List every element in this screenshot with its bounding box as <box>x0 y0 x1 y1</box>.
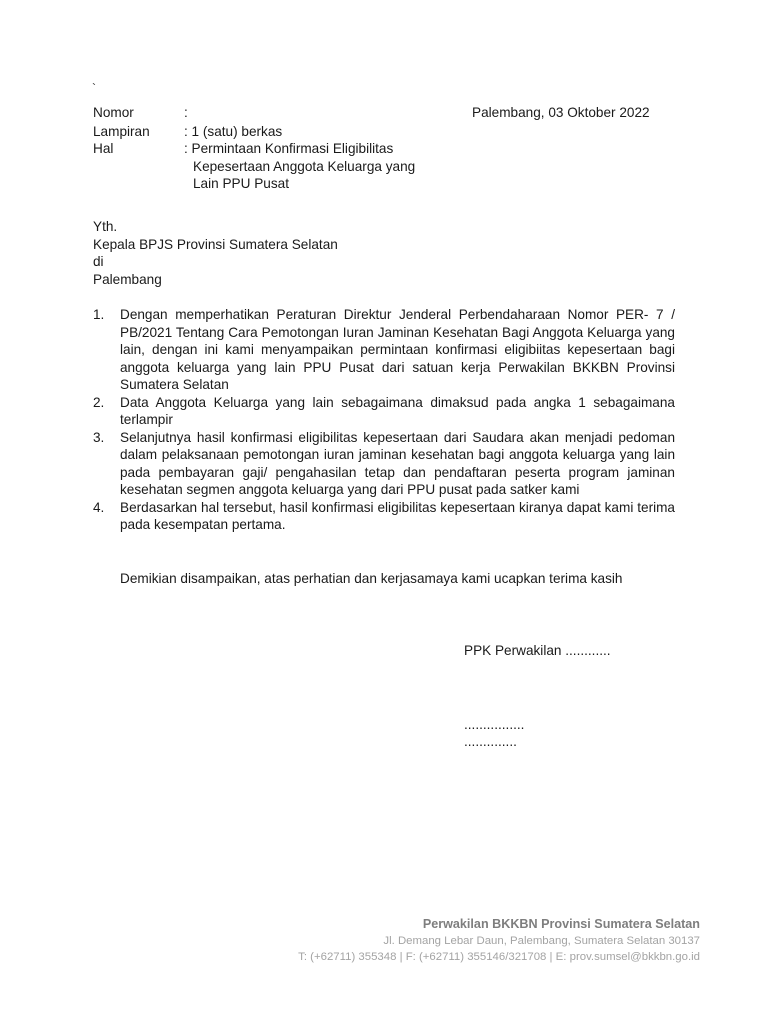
lampiran-label: Lampiran <box>93 124 150 139</box>
nomor-colon: : <box>184 105 188 120</box>
signature-title: PPK Perwakilan ............ <box>464 643 611 658</box>
footer-organization: Perwakilan BKKBN Provinsi Sumatera Selatan <box>422 917 700 931</box>
signature-block <box>464 642 611 751</box>
footer-contact: T: (+62711) 355348 | F: (+62711) 355146/321708 | E: prov.sumsel@bkkbn.go.id <box>298 951 700 963</box>
hal-line-2: Kepesertaan Anggota Keluarga yang <box>193 159 416 174</box>
point-number: 1. <box>93 307 105 322</box>
point-3 <box>93 429 675 499</box>
point-number: 3. <box>93 429 105 445</box>
point-text: Data Anggota Keluarga yang lain sebagaimana dimaksud pada angka 1 sebagaimana terlampir <box>120 394 675 427</box>
point-4 <box>93 499 675 534</box>
hal-label: Hal <box>93 141 114 156</box>
recipient-di: di <box>93 254 104 269</box>
point-text: Selanjutnya hasil konfirmasi eligibilitas kepesertaan dari Saudara akan menjadi pedoman dalam pelaksanaan pemotongan iuran jaminan kesehatan bagi anggota keluarga yang lain pada pembayaran gaji/ pengahasilan tetap dan pendaftaran peserta program jaminan kesehatan segmen anggota keluarga yang dari PPU pusat pada satker kami <box>120 429 675 497</box>
point-2 <box>93 394 675 429</box>
nomor-label: Nomor <box>93 105 134 120</box>
footer-address: Jl. Demang Lebar Daun, Palembang, Sumatera Selatan 30137 <box>383 935 700 947</box>
signature-nip-dots: .............. <box>464 734 517 749</box>
recipient-name: Kepala BPJS Provinsi Sumatera Selatan <box>93 236 338 252</box>
hal-line-3: Lain PPU Pusat <box>193 176 289 191</box>
point-number: 4. <box>93 499 105 515</box>
point-1 <box>93 306 675 394</box>
stray-mark: ` <box>92 81 96 95</box>
lampiran-value: : 1 (satu) berkas <box>184 124 283 139</box>
closing-sentence: Demikian disampaikan, atas perhatian dan kerjasamaya kami ucapkan terima kasih <box>120 571 623 586</box>
recipient-salutation: Yth. <box>93 219 118 234</box>
hal-line-1: : Permintaan Konfirmasi Eligibilitas <box>184 141 394 156</box>
recipient-block <box>93 218 338 288</box>
numbered-points <box>93 306 675 534</box>
letter-date: Palembang, 03 Oktober 2022 <box>472 105 650 120</box>
letterhead-footer <box>298 916 700 965</box>
point-text: Dengan memperhatikan Peraturan Direktur Jenderal Perbendaharaan Nomor PER- 7 / PB/2021 Tentang Cara Pemotongan Iuran Jaminan Kesehatan Bagi Anggota Keluarga yang lain, dengan ini kami menyampaikan permintaan konfirmasi eligibiitas kepesertaan bagi anggota keluarga yang lain PPU Pusat dari satuan kerja Perwakilan BKKBN Provinsi Sumatera Selatan <box>120 307 675 392</box>
recipient-city: Palembang <box>93 271 162 287</box>
signature-name-dots: ................ <box>464 716 525 732</box>
point-number: 2. <box>93 394 105 410</box>
point-text: Berdasarkan hal tersebut, hasil konfirmasi eligibilitas kepesertaan kiranya dapat kami terima pada kesempatan pertama. <box>120 499 675 532</box>
signature-space <box>464 660 611 716</box>
